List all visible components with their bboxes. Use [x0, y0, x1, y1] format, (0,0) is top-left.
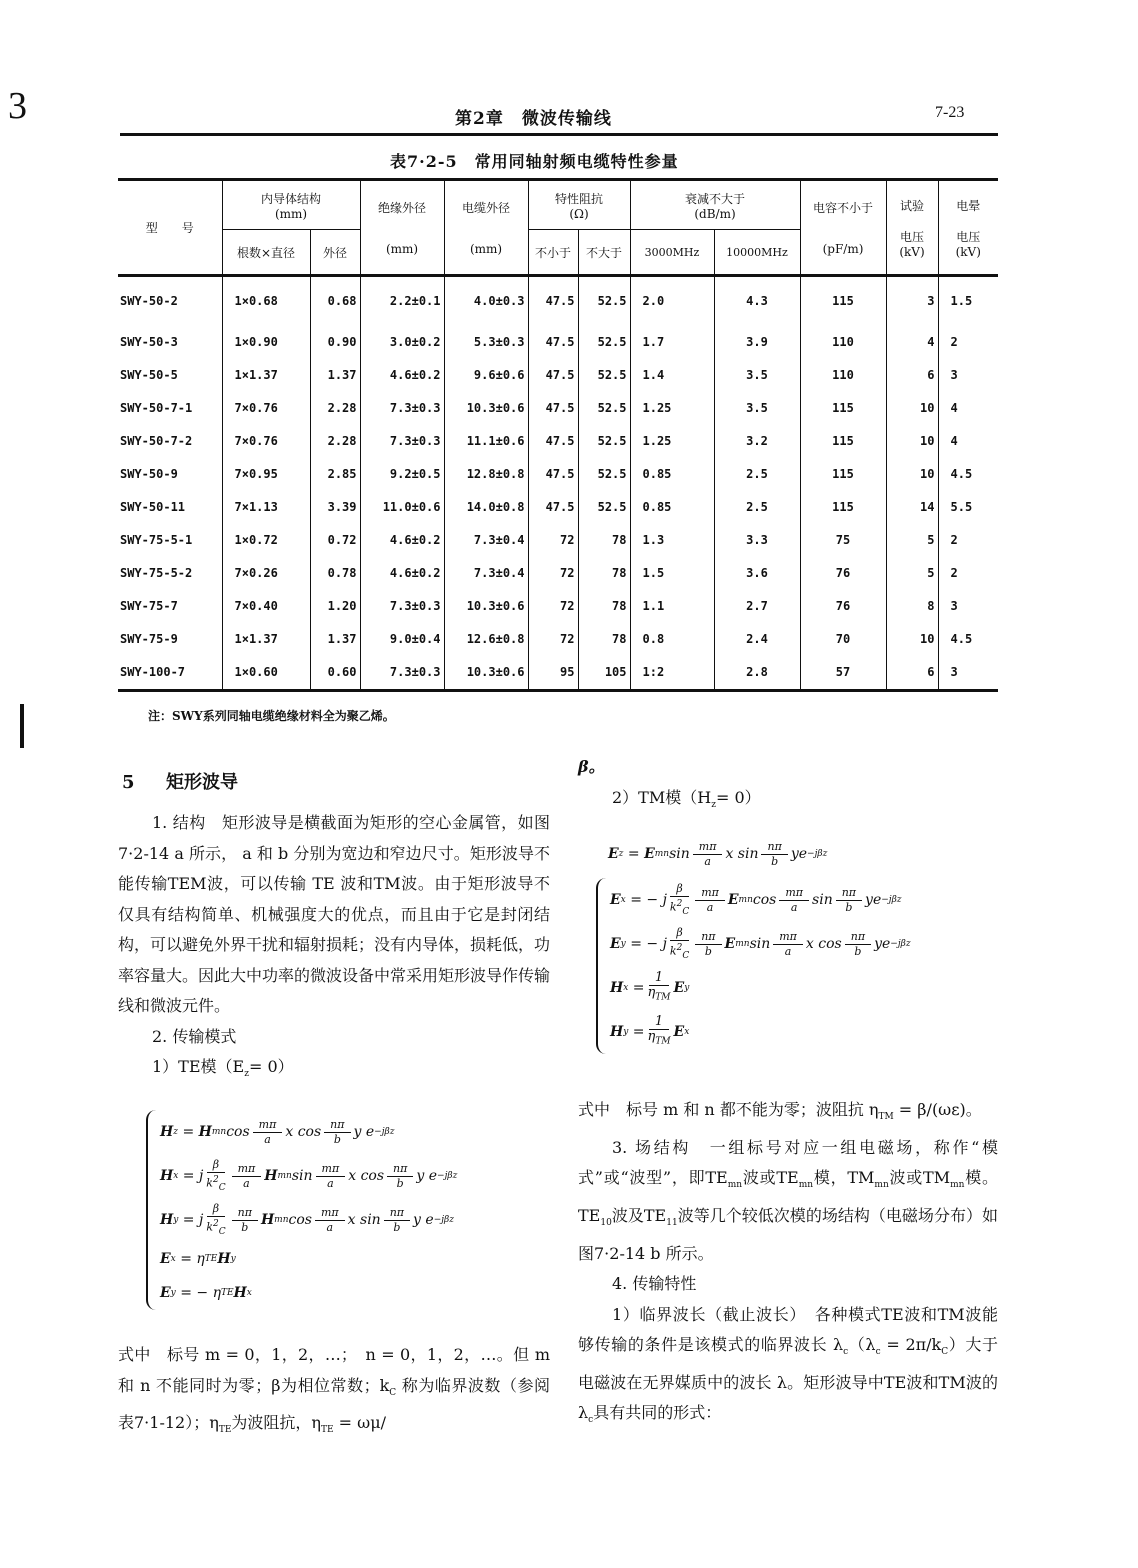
cell-inner-count: 1×0.72 — [222, 524, 310, 557]
eq-hx: H x = j $\frac{\beta}{k^2_C}$ $\frac{m\pi}{a}$ H mn sin $\frac{m\pi}{a}$ x cos $\frac{n\pi}{b}$ y e −jβz — [160, 1157, 458, 1193]
te-equations — [146, 1110, 560, 1310]
cable-table — [118, 178, 998, 692]
para-modes-heading: 2. 传输模式 — [152, 1026, 237, 1046]
cell-cable-od: 10.3±0.6 — [444, 392, 528, 425]
cell-imp-max: 78 — [578, 557, 630, 590]
cell-model: SWY-50-7-2 — [120, 434, 193, 448]
cell-inner-count: 7×0.26 — [222, 557, 310, 590]
cell-inner-count: 1×1.37 — [222, 359, 310, 392]
cell-capacitance: 115 — [800, 458, 886, 491]
cell-imp-min: 47.5 — [528, 425, 578, 458]
cell-model: SWY-50-5 — [120, 368, 178, 382]
cell-cable-od: 7.3±0.4 — [444, 557, 528, 590]
cell-inner-od: 2.85 — [310, 458, 360, 491]
cell-att-3000: 1:2 — [630, 656, 714, 691]
cell-test-voltage: 14 — [886, 491, 938, 524]
cell-test-voltage: 10 — [886, 392, 938, 425]
eq-tm-hx: H x = $\frac{1}{\eta_{TM}}$ E y — [610, 970, 690, 1003]
cell-corona-voltage: 2 — [938, 326, 998, 359]
cell-imp-max: 52.5 — [578, 276, 630, 326]
para-field-structure: 3. 场结构 一组标号对应一组电磁场，称作“模式”或“波型”，即$TE_{mn}$波或$TE_{mn}$模，$TM_{mn}$波或$TM_{mn}$模。$TE_{10}$波及$TE_{11}$波等几个较低次模的场结构（电磁场分布）如图7·2-14 b 所示。 — [578, 1137, 998, 1263]
table-row — [118, 557, 998, 590]
cell-imp-max: 78 — [578, 524, 630, 557]
cell-insul-od: 9.2±0.5 — [360, 458, 444, 491]
header-cable: 电缆外径 (mm) — [444, 180, 528, 276]
cell-capacitance: 115 — [800, 276, 886, 326]
cell-inner-count: 7×0.95 — [222, 458, 310, 491]
table-row — [118, 623, 998, 656]
cell-inner-count: 7×1.13 — [222, 491, 310, 524]
header-rule — [120, 133, 998, 136]
cell-att-10000: 3.6 — [714, 557, 800, 590]
cell-model: SWY-50-3 — [120, 335, 178, 349]
cell-inner-od: 1.37 — [310, 359, 360, 392]
cell-model: SWY-50-7-1 — [120, 401, 193, 415]
cell-test-voltage: 6 — [886, 656, 938, 691]
eq-ez: E z = E mn sin $\frac{m\pi}{a}$ x sin $\frac{n\pi}{b}$ y e −jβz — [608, 839, 828, 868]
cell-test-voltage: 5 — [886, 557, 938, 590]
cell-test-voltage: 10 — [886, 425, 938, 458]
cell-att-10000: 2.7 — [714, 590, 800, 623]
cell-inner-od: 0.78 — [310, 557, 360, 590]
header-imp-max: 不大于 — [578, 230, 630, 276]
section-heading — [122, 768, 238, 794]
right-column-head — [578, 752, 998, 820]
header-test-voltage: 试验 电压 (kV) — [886, 180, 938, 276]
cell-insul-od: 9.0±0.4 — [360, 623, 444, 656]
cell-model: SWY-50-9 — [120, 467, 178, 481]
cell-capacitance: 115 — [800, 491, 886, 524]
cell-insul-od: 3.0±0.2 — [360, 326, 444, 359]
cell-inner-od: 0.60 — [310, 656, 360, 691]
header-capacitance: 电容不小于 (pF/m) — [800, 180, 886, 276]
cell-cable-od: 14.0±0.8 — [444, 491, 528, 524]
cell-insul-od: 7.3±0.3 — [360, 425, 444, 458]
header-att-10000: 10000MHz — [714, 230, 800, 276]
cell-capacitance: 76 — [800, 590, 886, 623]
cell-test-voltage: 10 — [886, 458, 938, 491]
cell-inner-od: 2.28 — [310, 425, 360, 458]
cell-insul-od: 4.6±0.2 — [360, 557, 444, 590]
para-cutoff-wavelength: 1）临界波长（截止波长） 各种模式TE波和TM波能够传输的条件是该模式的临界波长 $\lambda_c(\lambda_c = 2\pi/k_C)$大于电磁波在无界媒质中的波长 λ。矩形波导中TE波和TM波的$\lambda_c$具有共同的形式： — [578, 1304, 998, 1426]
eq-tm-hy: H y = $\frac{1}{\eta_{TM}}$ E x — [610, 1014, 690, 1047]
cell-test-voltage: 10 — [886, 623, 938, 656]
eq-hy: H y = j $\frac{\beta}{k^2_C}$ $\frac{n\pi}{b}$ H mn cos $\frac{m\pi}{a}$ x sin $\frac{n\pi}{b}$ y e −jβz — [160, 1201, 454, 1237]
cell-test-voltage: 6 — [886, 359, 938, 392]
cell-model: SWY-50-2 — [120, 294, 178, 309]
cell-inner-od: 0.68 — [310, 276, 360, 326]
para-tm-explain: 式中 标号 m 和 n 都不能为零；波阻抗 $\eta_{TM} = \beta/(\omega\varepsilon)$。 — [578, 1100, 982, 1123]
cell-capacitance: 110 — [800, 326, 886, 359]
header-insul: 绝缘外径 (mm) — [360, 180, 444, 276]
cell-att-10000: 4.3 — [714, 276, 800, 326]
section-number: 5 — [122, 772, 135, 793]
cell-att-10000: 2.8 — [714, 656, 800, 691]
cell-test-voltage: 3 — [886, 276, 938, 326]
cell-model: SWY-50-11 — [120, 500, 186, 514]
table-row — [118, 425, 998, 458]
cell-att-3000: 1.5 — [630, 557, 714, 590]
cell-inner-count: 1×0.90 — [222, 326, 310, 359]
cell-insul-od: 7.3±0.3 — [360, 590, 444, 623]
running-head: 第2章 微波传输线 — [455, 109, 612, 129]
cell-corona-voltage: 4.5 — [938, 623, 998, 656]
para-transmission-heading: 4. 传输特性 — [612, 1274, 697, 1294]
cell-att-10000: 3.5 — [714, 359, 800, 392]
eq-hz: H z = H mn cos $\frac{m\pi}{a}$ x cos $\frac{n\pi}{b}$ y e −jβz — [160, 1117, 395, 1146]
header-corona-voltage: 电晕 电压 (kV) — [938, 180, 998, 276]
cell-cable-od: 9.6±0.6 — [444, 359, 528, 392]
cell-model: SWY-75-7 — [120, 599, 178, 613]
cell-inner-od: 2.28 — [310, 392, 360, 425]
cell-att-3000: 0.85 — [630, 491, 714, 524]
cell-inner-od: 0.72 — [310, 524, 360, 557]
cell-inner-count: 7×0.40 — [222, 590, 310, 623]
cell-test-voltage: 8 — [886, 590, 938, 623]
cell-model: SWY-100-7 — [118, 656, 222, 691]
cell-imp-max: 78 — [578, 590, 630, 623]
cell-inner-od: 0.90 — [310, 326, 360, 359]
left-column-tail — [118, 1340, 550, 1446]
left-column — [118, 808, 550, 1090]
beta-continuation: β。 — [578, 757, 605, 776]
cell-att-10000: 3.3 — [714, 524, 800, 557]
eq-ey: E y = − η TE H x — [160, 1285, 252, 1301]
cell-att-3000: 1.3 — [630, 524, 714, 557]
cell-imp-max: 105 — [578, 656, 630, 691]
cell-inner-count: 1×0.60 — [222, 656, 310, 691]
page-number: 7-23 — [935, 104, 965, 121]
cell-cable-od: 12.6±0.8 — [444, 623, 528, 656]
cell-insul-od: 7.3±0.3 — [360, 656, 444, 691]
header-att-3000: 3000MHz — [630, 230, 714, 276]
te-mode-title: 1）TE模$(E_z= 0)$ — [152, 1057, 294, 1080]
cell-capacitance: 115 — [800, 392, 886, 425]
cell-corona-voltage: 4 — [938, 425, 998, 458]
cell-inner-od: 3.39 — [310, 491, 360, 524]
tm-equations — [596, 878, 1010, 1054]
header-attenuation: 衰减不大于 (dB/m) — [630, 180, 800, 230]
cell-test-voltage: 4 — [886, 326, 938, 359]
cell-att-3000: 1.25 — [630, 425, 714, 458]
section-title: 矩形波导 — [166, 772, 238, 793]
cell-test-voltage: 5 — [886, 524, 938, 557]
table-body — [118, 276, 998, 691]
tm-mode-title: 2）TM模$(H_z= 0)$ — [612, 787, 761, 810]
header-model: 型 号 — [118, 180, 222, 276]
cell-capacitance: 110 — [800, 359, 886, 392]
cell-inner-count: 7×0.76 — [222, 392, 310, 425]
cell-att-3000: 1.1 — [630, 590, 714, 623]
table-row — [118, 276, 998, 326]
eq-ex: E x = η TE H y — [160, 1251, 236, 1267]
cell-imp-min: 47.5 — [528, 359, 578, 392]
cell-imp-max: 52.5 — [578, 425, 630, 458]
table-row — [118, 524, 998, 557]
cell-corona-voltage: 3 — [938, 590, 998, 623]
cell-capacitance: 70 — [800, 623, 886, 656]
cell-model: SWY-75-9 — [120, 632, 178, 646]
header-inner-count: 根数×直径 — [222, 230, 310, 276]
cell-capacitance: 76 — [800, 557, 886, 590]
cell-imp-max: 52.5 — [578, 458, 630, 491]
cell-att-10000: 3.9 — [714, 326, 800, 359]
cell-insul-od: 7.3±0.3 — [360, 392, 444, 425]
cell-insul-od: 4.6±0.2 — [360, 524, 444, 557]
cell-att-10000: 3.2 — [714, 425, 800, 458]
tm-ez-equation — [608, 832, 998, 876]
cell-imp-max: 52.5 — [578, 491, 630, 524]
cell-insul-od: 11.0±0.6 — [360, 491, 444, 524]
right-column-body — [578, 1095, 998, 1436]
cell-cable-od: 11.1±0.6 — [444, 425, 528, 458]
cell-att-10000: 3.5 — [714, 392, 800, 425]
margin-mark: 3 — [8, 85, 27, 127]
cell-imp-max: 52.5 — [578, 359, 630, 392]
cell-imp-min: 95 — [528, 656, 578, 691]
table-title: 表7·2-5 常用同轴射频电缆特性参量 — [390, 152, 679, 171]
cell-imp-max: 52.5 — [578, 392, 630, 425]
cell-imp-min: 47.5 — [528, 458, 578, 491]
cell-insul-od: 2.2±0.1 — [360, 276, 444, 326]
table-note: 注：SWY系列同轴电缆绝缘材料全为聚乙烯。 — [148, 709, 395, 723]
eq-tm-ey: E y = − j $\frac{\beta}{k^2_C}$ $\frac{n\pi}{b}$ E mn sin $\frac{m\pi}{a}$ x cos $\frac{n\pi}{b}$ y e −jβz — [610, 925, 911, 961]
cell-cable-od: 4.0±0.3 — [444, 276, 528, 326]
cell-capacitance: 115 — [800, 425, 886, 458]
cell-model: SWY-75-5-2 — [120, 566, 193, 580]
header-impedance: 特性阻抗 (Ω) — [528, 180, 630, 230]
cell-att-3000: 0.85 — [630, 458, 714, 491]
cell-att-3000: 1.4 — [630, 359, 714, 392]
cell-att-3000: 0.8 — [630, 623, 714, 656]
cell-inner-od: 1.37 — [310, 623, 360, 656]
cell-corona-voltage: 5.5 — [938, 491, 998, 524]
table-row — [118, 458, 998, 491]
cell-inner-count: 1×1.37 — [222, 623, 310, 656]
cell-corona-voltage: 2 — [938, 524, 998, 557]
cell-att-10000: 2.5 — [714, 458, 800, 491]
para-te-explain: 式中 标号 m = 0，1，2，…； n = 0，1，2，…。但 m 和 n 不能同时为零；β为相位常数；$k_C$ 称为临界波数（参阅表7·1-12）；$\eta_{TE}$为波阻抗，$\eta_{TE} = \omega\mu/$ — [118, 1345, 550, 1436]
cell-att-3000: 2.0 — [630, 276, 714, 326]
cell-corona-voltage: 3 — [938, 359, 998, 392]
para-structure: 1. 结构 矩形波导是横截面为矩形的空心金属管，如图7·2-14 a 所示， a 和 b 分别为宽边和窄边尺寸。矩形波导不能传输TEM波，可以传输 TE 波和TM波。由于矩形波导不仅具有结构简单、机械强度大的优点，而且由于它是封闭结构，可以避免外界干扰和辐射损耗；没有内导体，损耗低，功率容量大。因此大中功率的微波设备中常采用矩形波导作传输线和微波元件。 — [118, 813, 551, 1015]
cell-insul-od: 4.6±0.2 — [360, 359, 444, 392]
table-row — [118, 326, 998, 359]
cell-corona-voltage: 4 — [938, 392, 998, 425]
cell-imp-min: 72 — [528, 557, 578, 590]
cell-att-3000: 1.7 — [630, 326, 714, 359]
cell-corona-voltage: 1.5 — [938, 276, 998, 326]
eq-tm-ex: E x = − j $\frac{\beta}{k^2_C}$ $\frac{m\pi}{a}$ E mn cos $\frac{m\pi}{a}$ sin $\frac{n\pi}{b}$ y e −jβz — [610, 881, 902, 917]
cell-cable-od: 12.8±0.8 — [444, 458, 528, 491]
cell-imp-min: 47.5 — [528, 326, 578, 359]
cell-inner-count: 7×0.76 — [222, 425, 310, 458]
cell-imp-min: 47.5 — [528, 491, 578, 524]
table-row — [118, 359, 998, 392]
cell-model: SWY-75-5-1 — [120, 533, 193, 547]
cell-cable-od: 10.3±0.6 — [444, 590, 528, 623]
header-inner: 内导体结构 (mm) — [222, 180, 360, 230]
cell-inner-od: 1.20 — [310, 590, 360, 623]
table-row — [118, 590, 998, 623]
cell-corona-voltage: 3 — [938, 656, 998, 691]
cell-cable-od: 10.3±0.6 — [444, 656, 528, 691]
cell-cable-od: 7.3±0.4 — [444, 524, 528, 557]
cell-imp-min: 72 — [528, 623, 578, 656]
cell-att-10000: 2.5 — [714, 491, 800, 524]
cell-capacitance: 57 — [800, 656, 886, 691]
cell-capacitance: 75 — [800, 524, 886, 557]
table-row — [118, 491, 998, 524]
cell-imp-min: 47.5 — [528, 276, 578, 326]
header-imp-min: 不小于 — [528, 230, 578, 276]
cell-att-3000: 1.25 — [630, 392, 714, 425]
cell-imp-max: 78 — [578, 623, 630, 656]
cell-imp-min: 47.5 — [528, 392, 578, 425]
table-row — [118, 392, 998, 425]
cell-corona-voltage: 4.5 — [938, 458, 998, 491]
table-row — [118, 656, 998, 691]
cell-imp-max: 52.5 — [578, 326, 630, 359]
header-inner-od: 外径 — [310, 230, 360, 276]
margin-bar — [20, 704, 24, 748]
cell-imp-min: 72 — [528, 590, 578, 623]
cell-corona-voltage: 2 — [938, 557, 998, 590]
cell-cable-od: 5.3±0.3 — [444, 326, 528, 359]
cell-imp-min: 72 — [528, 524, 578, 557]
cell-att-10000: 2.4 — [714, 623, 800, 656]
cell-inner-count: 1×0.68 — [222, 276, 310, 326]
